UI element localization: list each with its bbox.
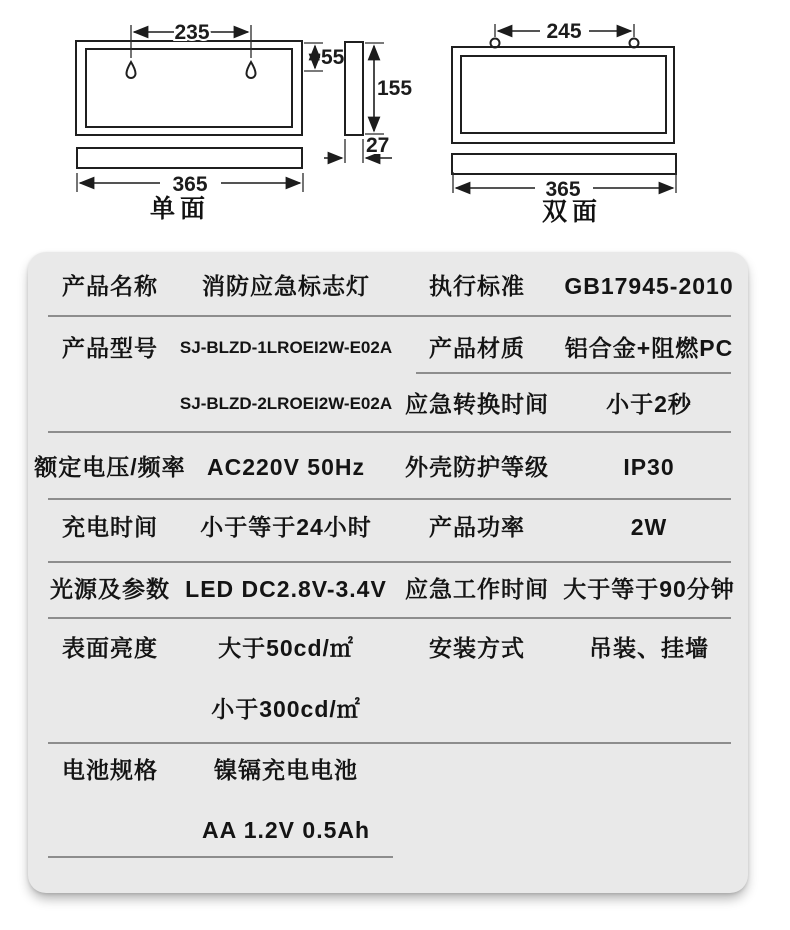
dimension-width: [77, 173, 303, 196]
spec-label-surface-brightness: 表面亮度: [62, 635, 158, 661]
spec-value-material: 铝合金+阻燃PC: [564, 335, 734, 361]
row-divider: [48, 742, 731, 744]
spec-label-charge-time: 充电时间: [62, 514, 158, 540]
row-divider-left-half: [48, 856, 393, 858]
spec-value-standard: GB17945-2010: [564, 273, 734, 299]
dimension-hook-offset-text: 55: [321, 46, 345, 69]
spec-label-rated-voltage: 额定电压/频率: [34, 454, 186, 480]
spec-value-transfer-time: 小于2秒: [606, 391, 692, 417]
dimension-thickness: [324, 134, 392, 163]
double-sided-label: 双面: [541, 198, 603, 226]
hanging-hook-icon: [247, 62, 256, 78]
single-sided-label: 单面: [149, 195, 211, 223]
spec-label-power: 产品功率: [429, 514, 525, 540]
dimension-hook-spacing-text: 235: [174, 21, 210, 44]
dimension-height: [365, 43, 412, 134]
spec-value-product-name: 消防应急标志灯: [202, 273, 370, 299]
spec-value-mounting: 吊装、挂墙: [589, 635, 709, 661]
spec-value-battery-2: AA 1.2V 0.5Ah: [201, 817, 371, 843]
spec-label-material: 产品材质: [429, 335, 525, 361]
front-view-outline: [452, 47, 674, 143]
spec-value-rated-voltage: AC220V 50Hz: [206, 454, 366, 480]
spec-label-transfer-time: 应急转换时间: [405, 391, 549, 417]
row-divider: [48, 617, 731, 619]
bottom-bar-outline: [452, 154, 676, 174]
spec-value-surface-brightness-1: 大于50cd/㎡: [218, 635, 354, 661]
spec-value-surface-brightness-2: 小于300cd/㎡: [211, 696, 361, 722]
row-divider-right-half: [416, 372, 731, 374]
row-divider: [48, 431, 731, 433]
dimension-hook-spacing-text: 245: [546, 20, 582, 43]
spec-label-emergency-duration: 应急工作时间: [405, 576, 549, 602]
spec-card: [28, 252, 748, 893]
spec-label-model: 产品型号: [62, 335, 158, 361]
dimension-width-text: 365: [545, 178, 581, 201]
front-view-outline: [76, 41, 302, 135]
row-divider: [48, 498, 731, 500]
dimension-hook-offset: [304, 43, 345, 71]
spec-label-enclosure-rating: 外壳防护等级: [405, 454, 549, 480]
dimension-thickness-text: 27: [366, 134, 390, 157]
spec-value-battery-1: 镍镉充电电池: [214, 757, 358, 783]
dimension-hook-spacing: [131, 21, 251, 58]
spec-value-enclosure-rating: IP30: [623, 454, 675, 480]
dimension-width-text: 365: [172, 173, 208, 196]
spec-value-model-2: SJ-BLZD-2LROEI2W-E02A: [179, 394, 393, 413]
product-dimension-drawings: [0, 0, 790, 250]
dimension-width: [453, 172, 676, 201]
front-view-inner-panel: [461, 56, 666, 133]
dimension-hook-spacing: [495, 20, 634, 43]
spec-value-charge-time: 小于等于24小时: [200, 514, 372, 540]
spec-label-product-name: 产品名称: [62, 273, 158, 299]
hanging-hook-icon: [127, 62, 136, 78]
spec-value-model-1: SJ-BLZD-1LROEI2W-E02A: [179, 338, 393, 357]
spec-label-light-source: 光源及参数: [50, 576, 170, 602]
spec-value-emergency-duration: 大于等于90分钟: [563, 576, 735, 602]
double-sided-drawing: [452, 20, 676, 226]
side-view-outline: [345, 42, 363, 135]
spec-label-standard: 执行标准: [429, 273, 525, 299]
spec-label-mounting: 安装方式: [429, 635, 525, 661]
bottom-bar-outline: [77, 148, 302, 168]
spec-label-battery: 电池规格: [62, 757, 158, 783]
single-sided-drawing: [76, 21, 412, 223]
spec-value-power: 2W: [630, 514, 668, 540]
spec-value-light-source: LED DC2.8V-3.4V: [185, 576, 387, 602]
row-divider: [48, 561, 731, 563]
dimension-height-text: 155: [377, 77, 413, 100]
row-divider: [48, 315, 731, 317]
front-view-inner-panel: [86, 49, 292, 127]
